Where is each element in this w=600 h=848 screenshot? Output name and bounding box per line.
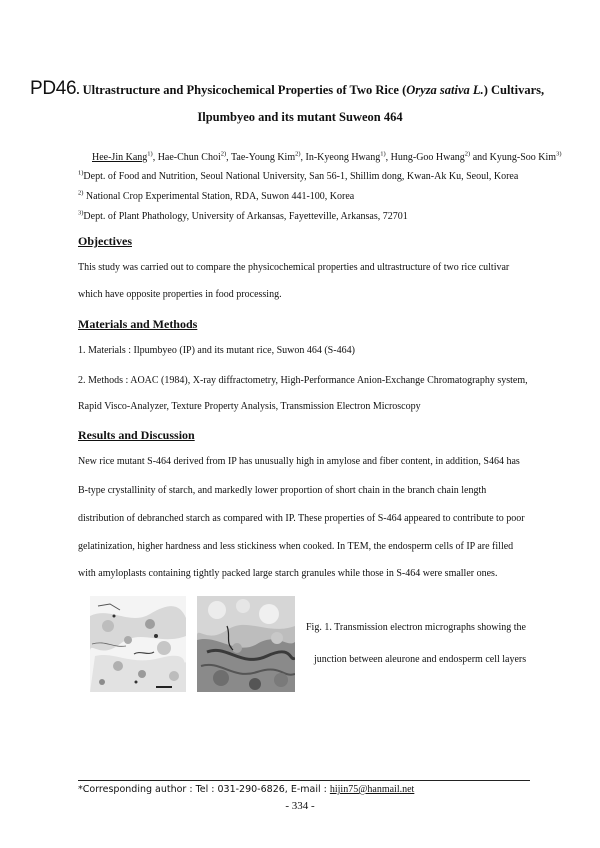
results-line-5: with amyloplasts containing tightly packed large starch granules while those in S-464 were smaller ones. (78, 568, 498, 579)
author-5-affil: 2) (464, 150, 471, 158)
author-list (92, 152, 592, 163)
title-part1: . Ultrastructure and Physicochemical Properties of Two Rice ( (76, 83, 407, 97)
abstract-code: PD46 (30, 78, 77, 99)
page-number: - 334 - (285, 800, 315, 812)
results-line-1: New rice mutant S-464 derived from IP has unusually high in amylose and fiber content, in addition, S464 has (78, 456, 520, 467)
figure-caption-line-2: junction between aleurone and endosperm cell layers (314, 654, 527, 665)
affiliation-1-text: Dept. of Food and Nutrition, Seoul National University, San 56-1, Shillim dong, Kwan-Ak Ku, Seoul, Korea (83, 171, 519, 182)
affiliation-3 (78, 211, 598, 222)
paper-title-line2: Ilpumbyeo and its mutant Suweon 464 (197, 110, 403, 124)
author-6: and Kyung-Soo Kim (470, 152, 557, 163)
micrograph-left (90, 596, 186, 692)
affiliation-3-text: Dept. of Plant Phathology, University of Arkansas, Fayetteville, Arkansas, 72701 (83, 211, 408, 222)
objectives-heading: Objectives (78, 234, 132, 248)
materials-line-2: 2. Methods : AOAC (1984), X-ray diffractometry, High-Performance Anion-Exchange Chromatography system, (78, 375, 528, 386)
corresponding-author-email[interactable]: hijin75@hanmail.net (329, 784, 415, 795)
results-line-2: B-type crystallinity of starch, and markedly lower proportion of short chain in the branch chain length (78, 485, 487, 496)
author-2: , Hae-Chun Choi (152, 152, 221, 163)
results-line-4: gelatinization, higher hardness and less stickiness when cooked. In TEM, the endosperm cells of IP are filled (78, 541, 514, 552)
objectives-line-1: This study was carried out to compare the physicochemical properties and ultrastructure of two rice cultivar (78, 262, 510, 273)
author-2-affil: 2) (220, 150, 227, 158)
affiliation-2 (78, 191, 598, 202)
materials-line-3: Rapid Visco-Analyzer, Texture Property Analysis, Transmission Electron Microscopy (78, 401, 421, 412)
title-species: Oryza sativa L. (406, 83, 484, 97)
author-1: Hee-Jin Kang (92, 152, 148, 163)
title-part2: ) Cultivars, (483, 83, 545, 97)
affiliation-3-mark: 3) (78, 209, 84, 217)
figure-caption-line-1: Fig. 1. Transmission electron micrographs showing the (306, 622, 526, 633)
author-4-affil: 1) (380, 150, 386, 158)
micrograph-right (197, 596, 295, 692)
results-heading: Results and Discussion (78, 428, 195, 442)
footnote-divider (78, 780, 530, 781)
author-3: , Tae-Young Kim (226, 152, 296, 163)
affiliation-2-mark: 2) (78, 189, 84, 197)
author-5: , Hung-Goo Hwang (385, 152, 465, 163)
materials-line-1: 1. Materials : Ilpumbyeo (IP) and its mutant rice, Suwon 464 (S-464) (78, 345, 355, 356)
affiliation-2-text: National Crop Experimental Station, RDA, Suwon 441-100, Korea (83, 191, 355, 202)
author-6-affil: 3) (556, 150, 562, 158)
author-4: , In-Kyeong Hwang (300, 152, 381, 163)
author-3-affil: 2) (295, 150, 301, 158)
materials-heading: Materials and Methods (78, 317, 198, 331)
corresponding-author-label: *Corresponding author : Tel : 031-290-6826, E-mail : (78, 784, 330, 795)
paper-title-line1 (30, 78, 590, 100)
objectives-line-2: which have opposite properties in food processing. (78, 289, 282, 300)
affiliation-1-mark: 1) (78, 169, 84, 177)
author-1-affil: 1) (147, 150, 153, 158)
results-line-3: distribution of debranched starch as compared with IP. These properties of S-464 appeared to contribute to poor (78, 513, 525, 524)
affiliation-1 (78, 171, 598, 182)
corresponding-author-note (78, 784, 414, 795)
